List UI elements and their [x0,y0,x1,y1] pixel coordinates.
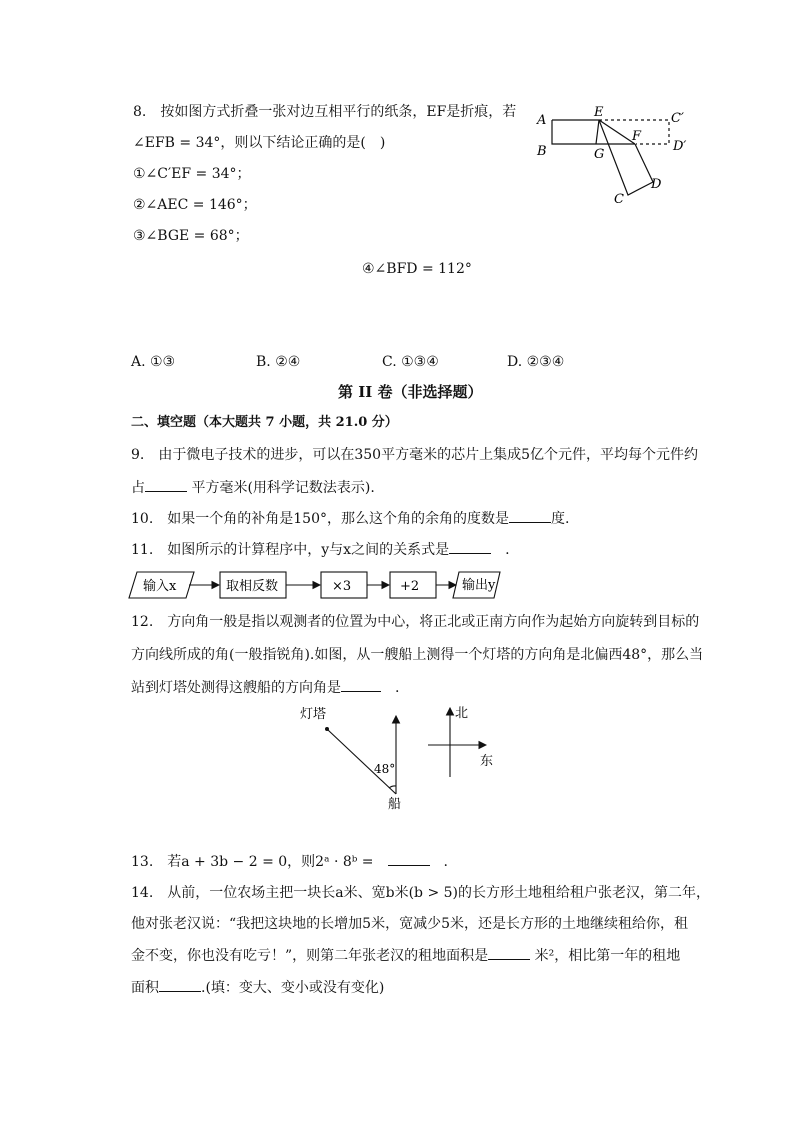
q10-line [131,508,569,529]
q8-choice-a: A. ①③ [131,354,176,370]
q10-text-b: 度. [551,511,570,527]
q14-line2: 他对张老汉说：“我把这块地的长增加5米，宽减少5米，还是长方形的土地继续租给你，租 [131,916,688,932]
angle-48-label: 48° [374,762,396,776]
flow-output-label: 输出y [462,578,496,593]
flow-input-label: 输入x [143,579,177,594]
q13-answer-blank[interactable] [388,851,430,866]
q8-choice-d: D. ②③④ [507,354,565,370]
east-label: 东 [480,754,494,769]
q12-answer-blank[interactable] [341,677,381,692]
q8-option-3: ③∠BGE = 68°； [133,228,249,244]
tower-label: 灯塔 [300,707,327,722]
q10-answer-blank[interactable] [509,508,551,523]
q13-text-a: 13. 若a + 3b − 2 = 0，则2ᵃ · 8ᵇ = [131,854,374,870]
flow-negate-label: 取相反数 [226,579,279,594]
q8-option-4: ④∠BFD = 112° [362,261,472,277]
flow-plus2-label: +2 [400,579,420,594]
label-d-prime: D′ [673,139,687,154]
flow-times3-label: ×3 [332,579,352,594]
q14-line4 [131,977,384,998]
q11-line [131,539,510,560]
q12-line3 [131,677,399,698]
q11-answer-blank[interactable] [449,539,491,554]
q12-text-a: 站到灯塔处测得这艘船的方向角是 [131,680,341,696]
q11-text-b: . [505,542,510,558]
q14-text-d: .(填：变大、变小或没有变化) [201,980,385,996]
q9-line2 [131,477,375,498]
q12-text-b: . [395,680,400,696]
label-c-prime: C′ [671,111,684,126]
q9-answer-blank[interactable] [145,477,187,492]
q8-option-1: ①∠C′EF = 34°； [133,166,251,182]
q14-line1: 14. 从前，一位农场主把一块长a米、宽b米(b > 5)的长方形土地租给租户张老汉，第二年， [131,885,710,901]
q14-area-blank[interactable] [488,945,530,960]
part2-title: 第 II 卷（非选择题） [338,383,483,401]
q10-text-a: 10. 如果一个角的补角是150°，那么这个角的余角的度数是 [131,511,509,527]
q8-option-2: ②∠AEC = 146°； [133,197,257,213]
ship-label: 船 [388,797,402,812]
q8-stem-line1: 8. 按如图方式折叠一张对边互相平行的纸条，EF是折痕，若 [133,104,517,120]
label-b: B [537,144,547,159]
section2-heading: 二、填空题（本大题共 7 小题，共 21.0 分） [131,415,398,430]
q8-stem-line2: ∠EFB = 34°，则以下结论正确的是( ) [133,135,386,151]
q13-line [131,851,448,872]
q12-line1: 12. 方向角一般是指以观测者的位置为中心，将正北或正南方向作为起始方向旋转到目标的 [131,614,700,630]
q11-text-a: 11. 如图所示的计算程序中，y与x之间的关系式是 [131,542,450,558]
q8-choice-b: B. ②④ [256,354,301,370]
label-c: C [614,192,624,207]
q9-line1: 9. 由于微电子技术的进步，可以在350平方毫米的芯片上集成5亿个元件，平均每个元件约 [131,447,698,463]
label-d: D [651,177,662,192]
q14-change-blank[interactable] [159,977,201,992]
q12-direction-figure [290,700,510,815]
label-a: A [537,113,547,128]
q14-text-c: 面积 [131,980,159,996]
q9-text-a: 占 [131,480,145,496]
label-e: E [594,105,604,120]
label-g: G [594,147,605,162]
north-label: 北 [455,706,469,721]
q14-text-a: 金不变，你也没有吃亏！”，则第二年张老汉的租地面积是 [131,948,489,964]
q14-line3 [131,945,680,966]
q14-text-b: 米²，相比第一年的租地 [534,948,681,964]
q8-choice-c: C. ①③④ [382,354,439,370]
q11-flowchart [128,568,518,604]
q13-text-b: . [443,854,448,870]
q12-line2: 方向线所成的角(一般指锐角).如图，从一艘船上测得一个灯塔的方向角是北偏西48°，那么当 [131,647,704,663]
label-f: F [632,129,642,144]
q8-folded-strip-figure [525,100,705,210]
q9-text-b: 平方毫米(用科学记数法表示). [191,480,375,496]
